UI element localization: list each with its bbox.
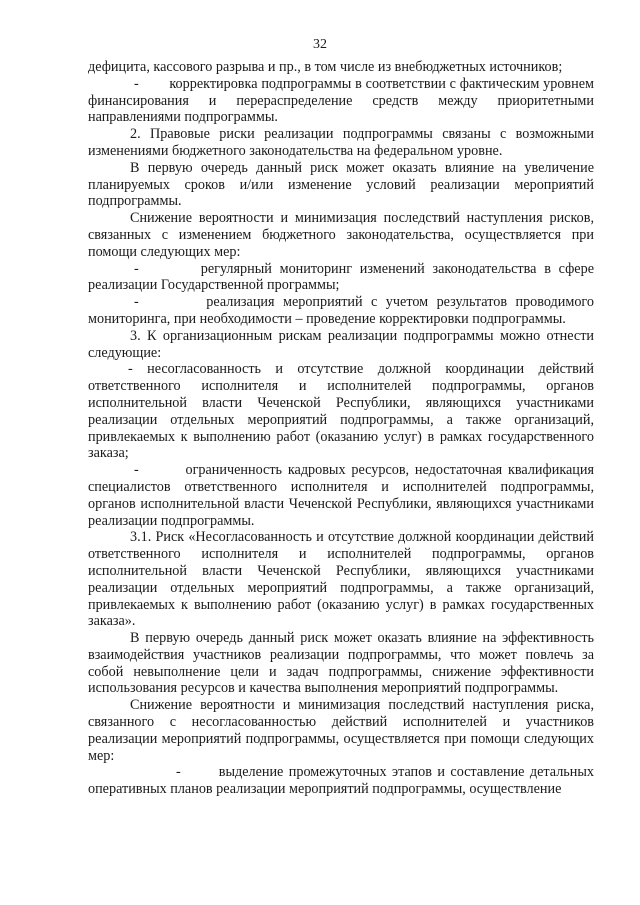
page-number: 32 xyxy=(313,37,327,52)
list-item: - несогласованность и отсутствие должной координации действий ответственного исполнителя и исполнителей подпрограммы, органов исполнительной власти Чеченской Республики, являющихся участниками реализации отдельных мероприятий подпрограммы, а также организаций, привлекаемых к выполнению работ (оказанию услуг) в рамках государственного заказа; xyxy=(88,361,594,462)
list-item: - регулярный мониторинг изменений законодательства в сфере реализации Государственной программы; xyxy=(88,260,594,294)
list-item: - ограниченность кадровых ресурсов, недостаточная квалификация специалистов ответственного исполнителя и исполнителей подпрограммы, органов исполнительной власти Чеченской Республики, являющихся участниками реализации подпрограммы. xyxy=(88,462,594,529)
paragraph: 2. Правовые риски реализации подпрограммы связаны с возможными изменениями бюджетного законодательства на федеральном уровне. xyxy=(88,126,594,159)
paragraph: 3.1. Риск «Несогласованность и отсутствие должной координации действий ответственного исполнителя и исполнителей подпрограммы, органов исполнительной власти Чеченской Республики, являющихся участниками реализации отдельных мероприятий подпрограммы, а также организаций, привлекаемых к выполнению работ (оказанию услуг) в рамках государственных заказа». xyxy=(88,529,594,630)
list-item: - выделение промежуточных этапов и составление детальных оперативных планов реализации мероприятий подпрограммы, осуществление xyxy=(88,764,594,798)
list-item: - корректировка подпрограммы в соответствии с фактическим уровнем финансирования и перераспределение средств между приоритетными направлениями подпрограммы. xyxy=(88,75,594,126)
paragraph: В первую очередь данный риск может оказать влияние на увеличение планируемых сроков и/или изменение условий реализации мероприятий подпрограммы. xyxy=(88,159,594,210)
list-item: - реализация мероприятий с учетом результатов проводимого мониторинга, при необходимости – проведение корректировки подпрограммы. xyxy=(88,294,594,327)
paragraph: Снижение вероятности и минимизация последствий наступления рисков, связанных с изменением бюджетного законодательства, осуществляется при помощи следующих мер: xyxy=(88,210,594,260)
paragraph: В первую очередь данный риск может оказать влияние на эффективность взаимодействия участников реализации подпрограммы, что может повлечь за собой невыполнение цели и задач подпрограммы, снижение эффективности использования ресурсов и качества выполнения мероприятий подпрограммы. xyxy=(88,630,594,697)
paragraph: дефицита, кассового разрыва и пр., в том числе из внебюджетных источников; xyxy=(88,59,563,75)
paragraph: Снижение вероятности и минимизация последствий наступления риска, связанного с несогласованностью действий исполнителей и участников реализации мероприятий подпрограммы, осуществляется при помощи следующих мер: xyxy=(88,697,594,764)
paragraph: 3. К организационным рискам реализации подпрограммы можно отнести следующие: xyxy=(88,327,594,361)
body-text xyxy=(88,59,594,798)
